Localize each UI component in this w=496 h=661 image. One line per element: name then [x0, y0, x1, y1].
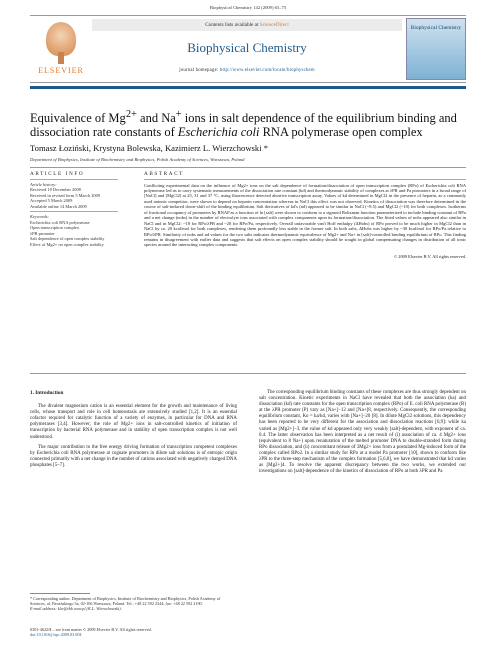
issn-line: 0301-4622/$ – see front matter © 2009 Elsevier B.V. All rights reserved.: [30, 627, 152, 632]
keyword-item: Effect of Mg2+ on open complex stability: [30, 241, 104, 247]
publication-meta: [30, 627, 237, 638]
history-item: Received 18 December 2008: [30, 187, 81, 193]
section-divider: [30, 167, 466, 168]
cover-title: Biophysical Chemistry: [410, 25, 462, 31]
homepage-prefix: journal homepage:: [179, 68, 220, 73]
body-paragraph: The major contribution to the free energy driving formation of transcription competent complexes by Escherichia coli RNA polymerase at cognate promoters in dilute salt solutions is of entropic origin connected primarily with a net change in the number of cations associated with negatively charged DNA phosphates [5–7].: [30, 444, 237, 468]
journal-title: Biophysical Chemistry: [187, 40, 307, 55]
tree-icon: [46, 22, 76, 56]
abstract-heading: ABSTRACT: [144, 171, 184, 177]
body-paragraph: The divalent magnesium cation is an essential element for the growth and maintenance of living cells, whose transport and role in cell homeostasis are extensively studied [1,2]. It is an essential cofactor required for catalytic function of a variety of enzymes, in particular for DNA and RNA polymerases [3,4]. However, the role of Mg2+ ions in salt-controlled kinetics of initiation of transcription by bacterial RNA polymerase and in stability of open transcription complex is not well understood.: [30, 404, 237, 440]
footnote-rule: [30, 593, 90, 594]
keyword-item: Salt dependence of open complex stability: [30, 236, 105, 242]
history-item: Received in revised form 5 March 2009: [30, 192, 100, 198]
keyword-item: λPR promoter: [30, 230, 55, 236]
body-paragraph: The corresponding equilibrium binding constants of these complexes are thus strongly dependent on salt concentration. Kinetic experiments in NaCl have revealed that both the association (ka) and dissociation (kd) rate constants for the open transcription complex (RPo) of E. coli RNA polymerase (R) at the λPR promoter (P) vary as [Na+]−12 and [Na+]8, respectively. Consequently, the corresponding equilibrium constant, Ko = ka/kd, varies with [Na+]−20 [8]. In dilute MgCl2 solutions, this dependency has been reported to be very different for the association and dissociation reactions [6,9]: while ka varied as [Mg2+]−3, the value of kd appeared only very weakly [salt]-dependent, with exponent of ca. 0.4. The latter observation has been interpreted as a net result of (i) association of ca. 4 Mg2+ ions (equivalent to 8 Na+) upon renaturation of the melted promoter DNA to double-stranded form during RPo dissociation, and (ii) concomitant release of 3Mg2+ ions from a postulated Mg-induced form of the complex called RPo2. In a similar study for RPo at a model Pa promoter [10], shown to conform like λPR to the three-step mechanism of the complex formation [5,6,8], we have demonstrated that kd varies as [Mg2+]4. To resolve the apparent discrepancy between the two works, we extended our investigations on [salt]-dependence of the kinetics of dissociation of RPo at both λPR and Pa: [259, 390, 466, 475]
abstract-text: Conflicting experimental data on the influence of Mg2+ ions on the salt dependence of formation/dissociation of open transcription complex (RPo) of Escherichia coli RNA polymerase led us to carry systematic measurements of the dissociation rate constant (kd) and thermodynamic stability of complexes at λPR and Pa promoters in a broad range of [NaCl] and [MgCl2] at 25, 31 and 37 °C, using fluorescence detected abortive transcription assay. Values of kd determined in MgCl2 in the presence of heparin, as a commonly used anionic competitor, were shown to depend on heparin concentration whereas in NaCl this effect was not observed. Kinetics of dissociation was therefore determined in the course of salt-induced down-shift of the binding equilibrium. Salt derivatives of kd's (nd) appeared to be similar in NaCl (~8.5) and MgCl2 (~10) for both complexes. Isotherms of fractional occupancy of promoters by RNAP as a function of ln [salt] were shown to conform to a sigmoid Boltzman function parameterized to include binding constant of RPo and a net change (nobs) in the number of electrolyte ions associated with complex components upon its formation/dissociation. The fitted values of nobs appeared also similar in NaCl and in MgCl2: ~18 for RPo/λPR and ~20 for RPo/Pa, respectively. Overall unfavorable van't Hoff enthalpy (ΔHobs) of RPo proved to be much higher in MgCl2 than in NaCl by ca. 20 kcal/mol for both complexes, rendering them profoundly less stable in the former salt. In both salts, ΔHobs was higher by ~30 kcal/mol for RPo/Pa relative to RPo/λPR. Similarity of nobs and nd values for the two salts indicates thermodynamic equivalence of Mg2+ and Na+ in [salt]-controlled binding equilibrium of RPo. This finding remains in disagreement with earlier data and suggests that salt effects on open complex stability should be sought in global compensating changes in distribution of all ionic species around the interacting complex components.: [144, 182, 466, 248]
divider: [30, 211, 118, 212]
contents-prefix: Contents lists available at: [205, 22, 260, 28]
divider: [30, 179, 118, 180]
body-left-column: [30, 390, 237, 473]
sciencedirect-link[interactable]: ScienceDirect: [259, 22, 289, 28]
history-item: Accepted 5 March 2009: [30, 198, 73, 204]
introduction-heading: 1. Introduction: [30, 390, 64, 396]
section-divider: [30, 373, 466, 374]
divider: [144, 179, 466, 180]
contents-band: [92, 19, 402, 31]
body-right-column: [259, 390, 466, 479]
keyword-item: Open transcription complex: [30, 225, 80, 231]
journal-masthead: [30, 15, 466, 83]
footnote-email: E-mail address: klw@ibb.waw.pl (K.L. Wierzchowski).: [30, 606, 122, 612]
tree-trunk-icon: [58, 52, 64, 64]
article-title: Equivalence of $Mg^{2+}$ and Na+ ions in salt dependence of the equilibrium binding and dissociation rate constants of Escherichia coli RNA polymerase open complex: [30, 109, 457, 140]
footnote-text: * Corresponding author. Department of Biophysics, Institute of Biochemistry and Biophysics, Polish Academy of Sciences, ul. Pawińskiego 5a, 02-106 Warszawa, Poland. Tel.: +48 22 592 2344; fax: +48 22 592 2190.: [30, 596, 221, 607]
keyword-item: Escherichia coli RNA polymerase: [30, 219, 90, 225]
journal-homepage: [92, 68, 402, 73]
article-info-heading: ARTICLE INFO: [30, 171, 85, 177]
history-label: Article history:: [30, 181, 57, 187]
history-item: Available online 14 March 2009: [30, 203, 87, 209]
publisher-logo-text: ELSEVIER: [38, 66, 84, 75]
doi-link[interactable]: doi:10.1016/j.bpc.2009.03.004: [30, 632, 82, 638]
homepage-link[interactable]: http://www.elsevier.com/locate/biophyschem: [219, 68, 315, 73]
abstract: [144, 171, 466, 259]
copyright-notice: © 2009 Elsevier B.V. All rights reserved.: [393, 253, 466, 259]
keywords-label: Keywords:: [30, 213, 49, 219]
journal-reference: Biophysical Chemistry 142 (2009) 65–75: [209, 5, 287, 10]
elsevier-logo: [32, 18, 90, 78]
article-affiliation: Department of Biophysics, Institute of Biochemistry and Biophysics, Polish Academy of Sciences, Warszawa, Poland: [30, 157, 245, 162]
header-rule: [30, 86, 466, 89]
article-authors: Tomasz Łoziński, Krystyna Bolewska, Kazimierz L. Wierzchowski *: [30, 143, 269, 153]
corresponding-author-footnote: [30, 596, 237, 612]
journal-cover-image: [406, 18, 466, 80]
article-info: [30, 171, 118, 248]
